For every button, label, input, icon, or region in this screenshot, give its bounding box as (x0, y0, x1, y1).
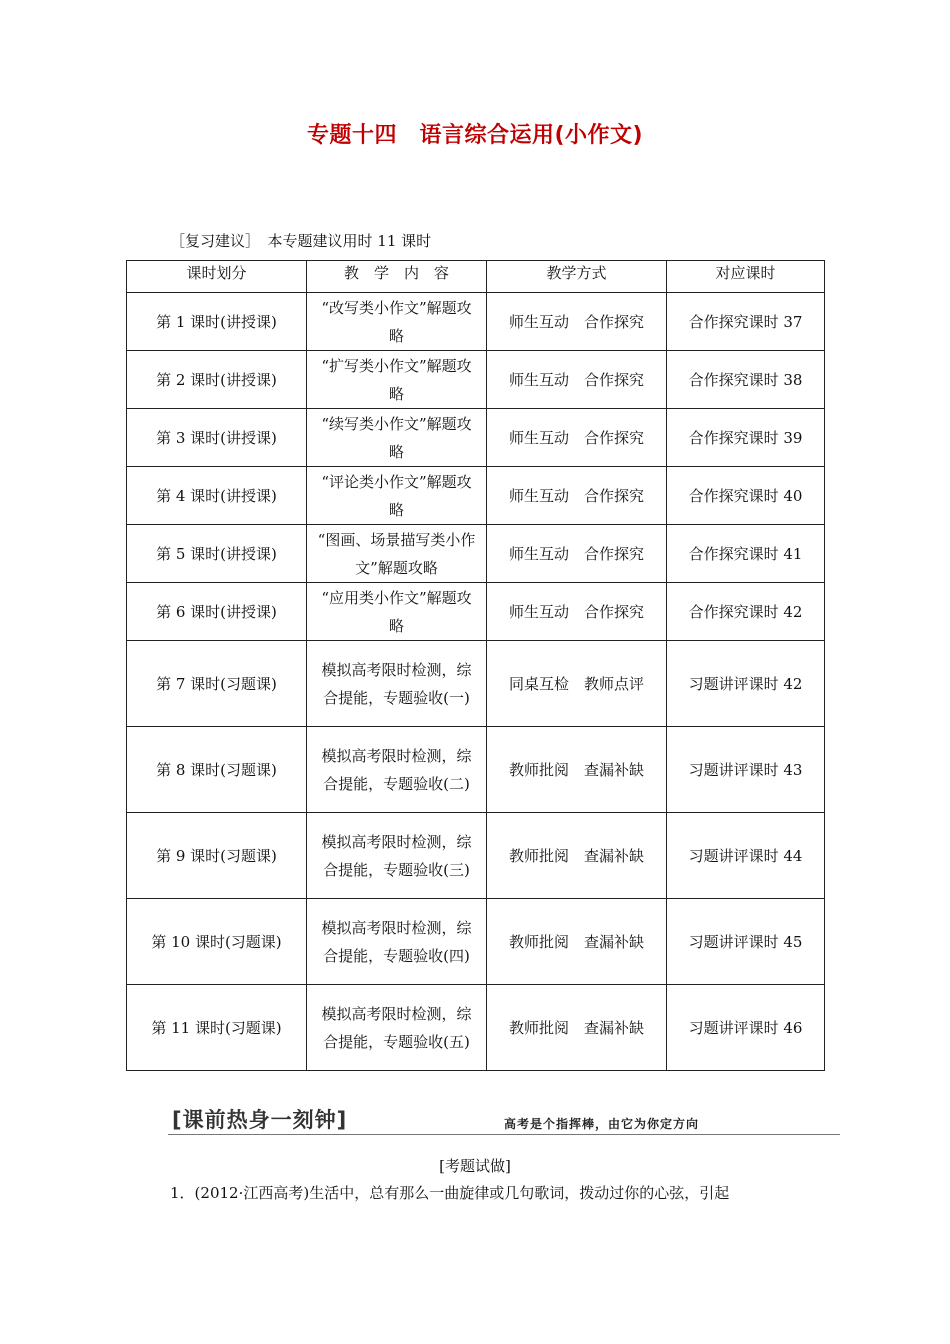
cell-content: 模拟高考限时检测，综合提能，专题验收(二) (307, 727, 487, 813)
cell-lesson: 合作探究课时 39 (667, 409, 825, 467)
cell-lesson: 合作探究课时 38 (667, 351, 825, 409)
cell-content: “扩写类小作文”解题攻略 (307, 351, 487, 409)
cell-period: 第 5 课时(讲授课) (127, 525, 307, 583)
table-row (127, 985, 825, 1071)
cell-lesson: 习题讲评课时 44 (667, 813, 825, 899)
table-row (127, 899, 825, 985)
cell-lesson: 习题讲评课时 46 (667, 985, 825, 1071)
cell-method: 教师批阅 查漏补缺 (487, 727, 667, 813)
cell-content: “评论类小作文”解题攻略 (307, 467, 487, 525)
cell-lesson: 合作探究课时 41 (667, 525, 825, 583)
cell-content: 模拟高考限时检测，综合提能，专题验收(一) (307, 641, 487, 727)
table-header-row (127, 261, 825, 293)
cell-period: 第 6 课时(讲授课) (127, 583, 307, 641)
banner-slogan: 高考是个指挥棒，由它为你定方向 (504, 1117, 700, 1131)
cell-content: 模拟高考限时检测，综合提能，专题验收(三) (307, 813, 487, 899)
cell-period: 第 9 课时(习题课) (127, 813, 307, 899)
cell-content: “续写类小作文”解题攻略 (307, 409, 487, 467)
cell-method: 师生互动 合作探究 (487, 409, 667, 467)
table-row (127, 351, 825, 409)
cell-lesson: 习题讲评课时 43 (667, 727, 825, 813)
cell-method: 师生互动 合作探究 (487, 583, 667, 641)
cell-content: “图画、场景描写类小作文”解题攻略 (307, 525, 487, 583)
cell-period: 第 7 课时(习题课) (127, 641, 307, 727)
table-row (127, 727, 825, 813)
cell-period: 第 3 课时(讲授课) (127, 409, 307, 467)
lesson-plan-table (126, 260, 825, 1071)
cell-lesson: 合作探究课时 40 (667, 467, 825, 525)
header-period: 课时划分 (127, 261, 307, 293)
cell-lesson: 合作探究课时 37 (667, 293, 825, 351)
cell-lesson: 习题讲评课时 42 (667, 641, 825, 727)
header-lesson: 对应课时 (667, 261, 825, 293)
table-row (127, 525, 825, 583)
cell-content: “应用类小作文”解题攻略 (307, 583, 487, 641)
table-row (127, 467, 825, 525)
cell-method: 师生互动 合作探究 (487, 467, 667, 525)
cell-content: 模拟高考限时检测，综合提能，专题验收(五) (307, 985, 487, 1071)
cell-content: 模拟高考限时检测，综合提能，专题验收(四) (307, 899, 487, 985)
cell-method: 教师批阅 查漏补缺 (487, 899, 667, 985)
table-row (127, 409, 825, 467)
cell-period: 第 1 课时(讲授课) (127, 293, 307, 351)
cell-lesson: 合作探究课时 42 (667, 583, 825, 641)
cell-method: 师生互动 合作探究 (487, 293, 667, 351)
cell-period: 第 10 课时(习题课) (127, 899, 307, 985)
header-content: 教 学 内 容 (307, 261, 487, 293)
cell-content: “改写类小作文”解题攻略 (307, 293, 487, 351)
banner-title: [课前热身一刻钟] (172, 1108, 348, 1132)
table-row (127, 813, 825, 899)
table-row (127, 641, 825, 727)
header-method: 教学方式 (487, 261, 667, 293)
cell-method: 师生互动 合作探究 (487, 525, 667, 583)
table-row (127, 293, 825, 351)
cell-period: 第 8 课时(习题课) (127, 727, 307, 813)
cell-method: 师生互动 合作探究 (487, 351, 667, 409)
cell-period: 第 2 课时(讲授课) (127, 351, 307, 409)
cell-method: 教师批阅 查漏补缺 (487, 985, 667, 1071)
cell-lesson: 习题讲评课时 45 (667, 899, 825, 985)
cell-period: 第 4 课时(讲授课) (127, 467, 307, 525)
question-text: 1．(2012·江西高考)生活中，总有那么一曲旋律或几句歌词，拨动过你的心弦，引起 (170, 1184, 730, 1202)
section-banner (168, 1100, 840, 1135)
cell-method: 教师批阅 查漏补缺 (487, 813, 667, 899)
section-subheading: [考题试做] (439, 1157, 511, 1175)
cell-period: 第 11 课时(习题课) (127, 985, 307, 1071)
page-title: 专题十四 语言综合运用(小作文) (306, 123, 644, 148)
table-row (127, 583, 825, 641)
cell-method: 同桌互检 教师点评 (487, 641, 667, 727)
review-suggestion: ［复习建议］ 本专题建议用时 11 课时 (170, 232, 432, 250)
